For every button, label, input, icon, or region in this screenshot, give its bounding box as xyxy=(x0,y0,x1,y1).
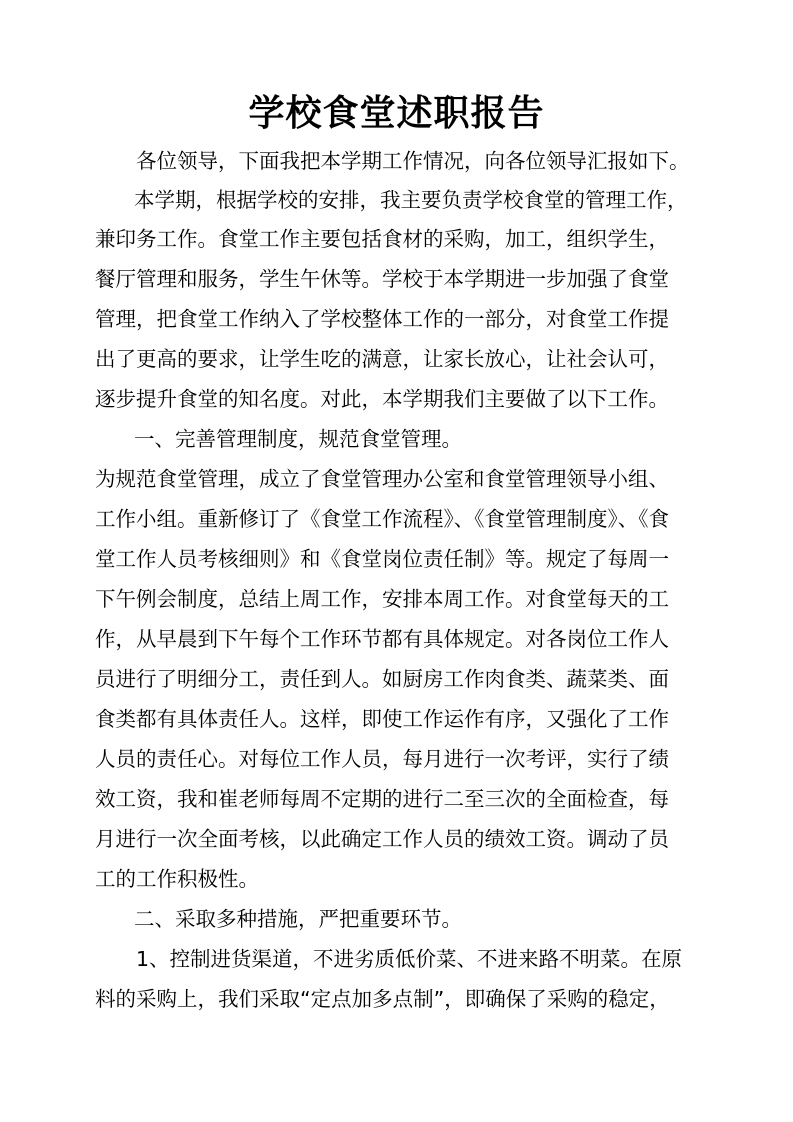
paragraph-line: 餐厅管理和服务，学生午休等。学校于本学期进一步加强了食堂 xyxy=(95,267,669,291)
paragraph-line: 工作小组。重新修订了《食堂工作流程》、《食堂管理制度》、《食 xyxy=(95,507,669,531)
paragraph-line: 作，从早晨到下午每个工作环节都有具体规定。对各岗位工作人 xyxy=(95,627,669,651)
paragraph-line: 管理，把食堂工作纳入了学校整体工作的一部分，对食堂工作提 xyxy=(95,307,669,331)
section-heading: 二、采取多种措施，严把重要环节。 xyxy=(134,907,462,931)
document-title: 学校食堂述职报告 xyxy=(248,93,545,134)
paragraph-line: 逐步提升食堂的知名度。对此，本学期我们主要做了以下工作。 xyxy=(95,387,669,411)
paragraph-line: 出了更高的要求，让学生吃的满意，让家长放心，让社会认可， xyxy=(95,347,669,371)
paragraph-line: 堂工作人员考核细则》和《食堂岗位责任制》等。规定了每周一 xyxy=(95,547,669,571)
paragraph-line: 员进行了明细分工，责任到人。如厨房工作肉食类、蔬菜类、面 xyxy=(95,667,669,691)
paragraph-line: 1、控制进货渠道，不进劣质低价菜、不进来路不明菜。在原 xyxy=(136,947,683,971)
section-heading: 一、完善管理制度，规范食堂管理。 xyxy=(134,427,462,451)
paragraph-line: 工的工作积极性。 xyxy=(95,867,259,891)
paragraph-line: 月进行一次全面考核，以此确定工作人员的绩效工资。调动了员 xyxy=(95,827,669,851)
paragraph-line: 人员的责任心。对每位工作人员，每月进行一次考评，实行了绩 xyxy=(95,747,669,771)
paragraph-line: 效工资，我和崔老师每周不定期的进行二至三次的全面检查，每 xyxy=(95,787,669,811)
paragraph-line: 兼印务工作。食堂工作主要包括食材的采购，加工，组织学生， xyxy=(95,227,669,251)
paragraph-line: 下午例会制度，总结上周工作，安排本周工作。对食堂每天的工 xyxy=(95,587,669,611)
paragraph-line: 为规范食堂管理，成立了食堂管理办公室和食堂管理领导小组、 xyxy=(95,467,669,491)
paragraph-line: 料的采购上，我们采取“定点加多点制”，即确保了采购的稳定， xyxy=(95,987,670,1011)
paragraph-line: 本学期，根据学校的安排，我主要负责学校食堂的管理工作， xyxy=(134,188,688,212)
paragraph-line: 食类都有具体责任人。这样，即使工作运作有序，又强化了工作 xyxy=(95,707,669,731)
paragraph-line: 各位领导，下面我把本学期工作情况，向各位领导汇报如下。 xyxy=(136,149,690,173)
